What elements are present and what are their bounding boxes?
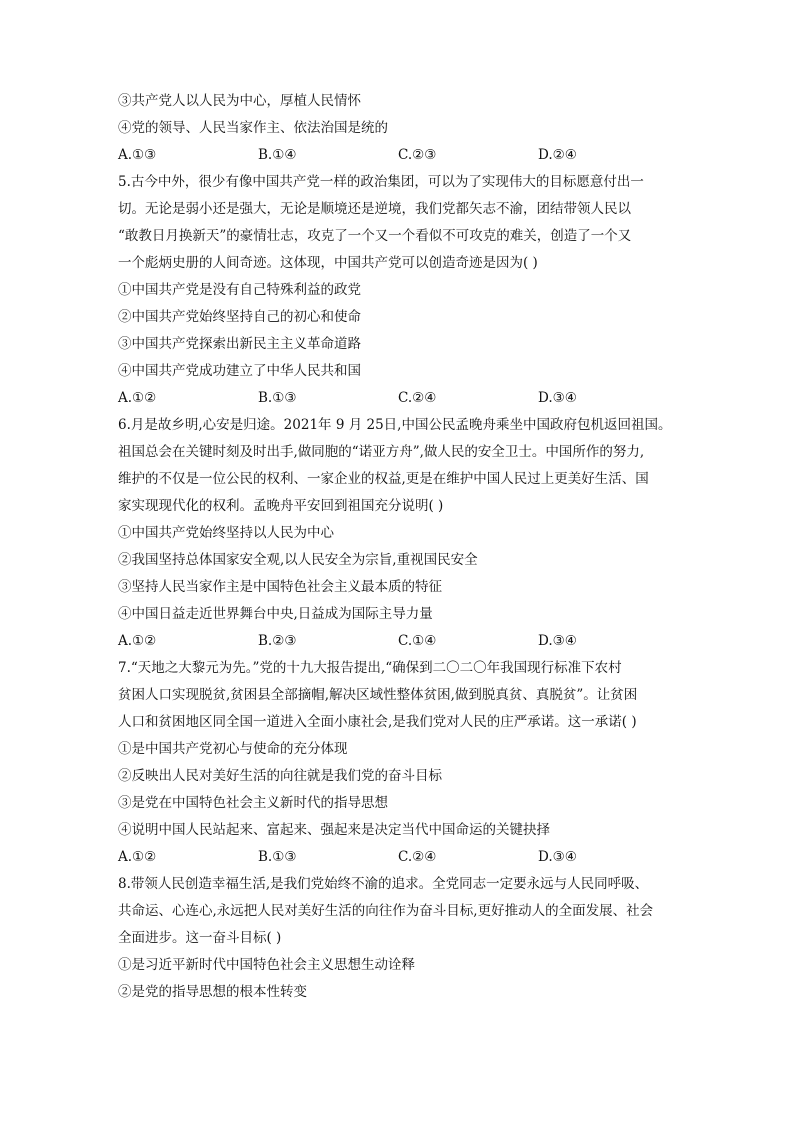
q6-option-b: B.②③ <box>258 633 297 649</box>
q5-item-3: ③中国共产党探索出新民主主义革命道路 <box>118 336 361 352</box>
q7-stem-line-1: 7.“天地之大黎元为先。”党的十九大报告提出,“确保到二〇二〇年我国现行标准下农村 <box>118 660 622 676</box>
q5-option-c: C.②④ <box>398 390 437 406</box>
q6-stem-line-2: 祖国总会在关键时刻及时出手,做同胞的“诺亚方舟”,做人民的安全卫士。中国所作的努力, <box>118 444 645 460</box>
q8-item-1: ①是习近平新时代中国特色社会主义思想生动诠释 <box>118 957 415 973</box>
q6-option-d: D.③④ <box>538 633 577 649</box>
q6-item-2: ②我国坚持总体国家安全观,以人民安全为宗旨,重视国民安全 <box>118 552 478 568</box>
q4-options <box>118 142 684 169</box>
q7-options <box>118 844 684 871</box>
q7-stem-line-2: 贫困人口实现脱贫,贫困县全部摘帽,解决区域性整体贫困,做到脱真贫、真脱贫”。让贫困 <box>118 687 638 703</box>
q6-stem-line-4: 家实现现代化的权利。孟晚舟平安回到祖国充分说明( ) <box>118 498 444 514</box>
q5-stem-line-3: “敢教日月换新天”的豪情壮志，攻克了一个又一个看似不可攻克的难关，创造了一个又 <box>118 228 632 244</box>
question-5 <box>118 169 684 412</box>
q5-stem-line-4: 一个彪炳史册的人间奇迹。这体现，中国共产党可以创造奇迹是因为( ) <box>118 255 538 271</box>
q5-option-d: D.③④ <box>538 390 577 406</box>
question-4 <box>118 88 684 169</box>
q7-item-4: ④说明中国人民站起来、富起来、强起来是决定当代中国命运的关键抉择 <box>118 822 550 838</box>
q5-item-1: ①中国共产党是没有自己特殊利益的政党 <box>118 282 361 298</box>
q7-option-b: B.①③ <box>258 849 297 865</box>
q4-option-c: C.②③ <box>398 147 437 163</box>
q8-stem-line-2: 共命运、心连心,永远把人民对美好生活的向往作为奋斗目标,更好推动人的全面发展、社会 <box>118 903 654 919</box>
q7-item-3: ③是党在中国特色社会主义新时代的指导思想 <box>118 795 388 811</box>
q6-stem-line-1: 6.月是故乡明,心安是归途。2021年 9 月 25日,中国公民孟晚舟乘坐中国政府包机返回祖国。 <box>118 417 672 433</box>
q6-item-1: ①中国共产党始终坚持以人民为中心 <box>118 525 334 541</box>
question-6 <box>118 412 684 655</box>
q5-option-a: A.①② <box>118 390 157 406</box>
q7-item-2: ②反映出人民对美好生活的向往就是我们党的奋斗目标 <box>118 768 442 784</box>
q4-option-d: D.②④ <box>538 147 577 163</box>
q7-stem-line-3: 人口和贫困地区同全国一道进入全面小康社会,是我们党对人民的庄严承诺。这一承诺( ) <box>118 714 637 730</box>
q4-item-4: ④党的领导、人民当家作主、依法治国是统的 <box>118 120 388 136</box>
q5-options <box>118 385 684 412</box>
question-8 <box>118 871 684 1006</box>
q6-option-c: C.①④ <box>398 633 437 649</box>
q8-stem-line-1: 8.带领人民创造幸福生活,是我们党始终不渝的追求。全党同志一定要永远与人民同呼吸、 <box>118 876 649 892</box>
q6-stem-line-3: 维护的不仅是一位公民的权利、一家企业的权益,更是在维护中国人民过上更美好生活、国 <box>118 471 649 487</box>
q6-option-a: A.①② <box>118 633 157 649</box>
q6-options <box>118 628 684 655</box>
q5-option-b: B.①③ <box>258 390 297 406</box>
q7-item-1: ①是中国共产党初心与使命的充分体现 <box>118 741 348 757</box>
q5-item-4: ④中国共产党成功建立了中华人民共和国 <box>118 363 361 379</box>
q5-item-2: ②中国共产党始终坚持自己的初心和使命 <box>118 309 361 325</box>
q7-option-c: C.②④ <box>398 849 437 865</box>
q5-stem-line-2: 切。无论是弱小还是强大，无论是顺境还是逆境，我们党都矢志不渝，团结带领人民以 <box>118 201 631 217</box>
q4-option-a: A.①③ <box>118 147 157 163</box>
question-7 <box>118 655 684 871</box>
q6-item-4: ④中国日益走近世界舞台中央,日益成为国际主导力量 <box>118 606 433 622</box>
q8-item-2: ②是党的指导思想的根本性转变 <box>118 984 307 1000</box>
q7-option-d: D.③④ <box>538 849 577 865</box>
q4-option-b: B.①④ <box>258 147 297 163</box>
q8-stem-line-3: 全面进步。这一奋斗目标( ) <box>118 930 282 946</box>
q6-item-3: ③坚持人民当家作主是中国特色社会主义最本质的特征 <box>118 579 442 595</box>
q7-option-a: A.①② <box>118 849 157 865</box>
q4-item-3: ③共产党人以人民为中心，厚植人民情怀 <box>118 93 361 109</box>
q5-stem-line-1: 5.古今中外，很少有像中国共产党一样的政治集团，可以为了实现伟大的目标愿意付出一 <box>118 174 644 190</box>
